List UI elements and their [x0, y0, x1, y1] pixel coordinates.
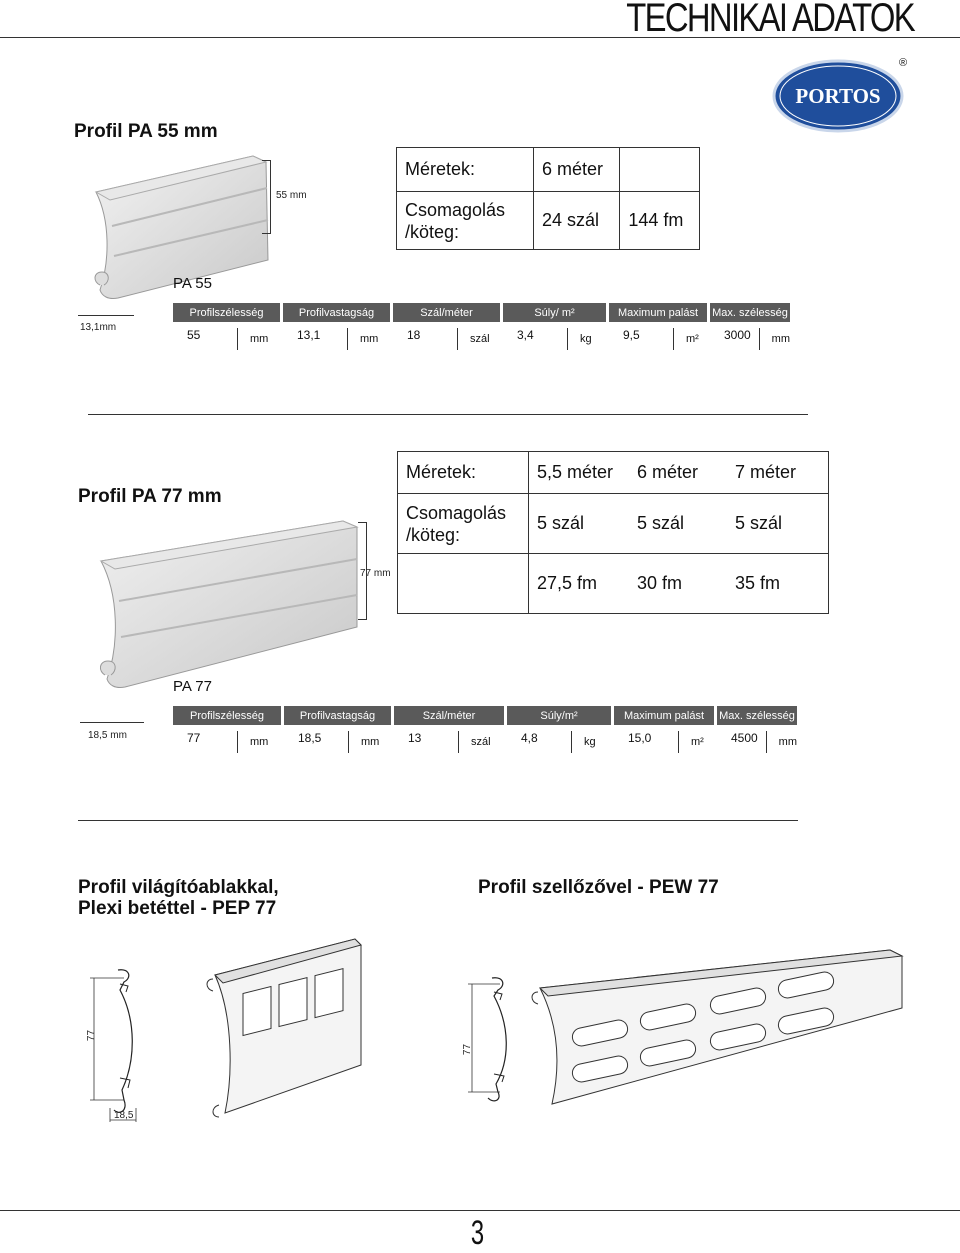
- section-divider-1: [88, 414, 808, 415]
- pa77-strips-value: 13: [394, 731, 459, 753]
- pa77-title: Profil PA 77 mm: [78, 486, 222, 507]
- pa77-thickness-dim: 18,5 mm: [88, 730, 127, 741]
- pa77-packaging-label: Csomagolás /köteg:: [398, 494, 529, 554]
- pa55-maxwidth-unit: mm: [771, 333, 790, 345]
- pa55-height-bracket: [262, 160, 271, 234]
- pew77-profile-image: [530, 948, 920, 1108]
- pa55-head-max-area: Maximum palást: [609, 303, 707, 322]
- pa55-thickness-line: [78, 315, 134, 316]
- pa55-spec-header: [173, 303, 793, 322]
- pa77-profile-image: [95, 515, 365, 695]
- pa77-length-3: 35 fm: [727, 554, 829, 614]
- pa77-head-max-width: Max. szélesség: [717, 706, 797, 725]
- pa55-head-width: Profilszélesség: [173, 303, 280, 322]
- pew77-cross-section: [460, 970, 530, 1105]
- pa77-width-unit: mm: [250, 736, 269, 748]
- pa55-width-unit: mm: [250, 333, 269, 345]
- pa55-head-strips: Szál/méter: [393, 303, 500, 322]
- pa77-thickness-unit: mm: [361, 736, 380, 748]
- page-header-title: TECHNIKAI ADATOK: [626, 0, 914, 40]
- pa77-head-strips: Szál/méter: [394, 706, 504, 725]
- pa77-dim-1: 5,5 méter: [529, 452, 630, 494]
- pa77-dimensions-label: Méretek:: [398, 452, 529, 494]
- pa77-pack-3: 5 szál: [727, 494, 829, 554]
- pa77-spec-header: [173, 706, 800, 725]
- pa55-dimensions-label: Méretek:: [397, 148, 534, 192]
- pa55-head-max-width: Max. szélesség: [710, 303, 790, 322]
- pep77-cross-section: [80, 960, 160, 1125]
- pa77-width-value: 77: [173, 731, 238, 753]
- pa55-title: Profil PA 55 mm: [74, 121, 218, 142]
- pa77-label: PA 77: [173, 678, 212, 695]
- pa77-height-dim: 77 mm: [360, 568, 391, 579]
- pa77-dim-2: 6 méter: [629, 452, 727, 494]
- pa55-area-value: 9,5: [609, 328, 674, 350]
- pew77-title: Profil szellőzővel - PEW 77: [478, 877, 719, 898]
- footer-rule: [0, 1210, 960, 1211]
- pa55-packaging-label: Csomagolás /köteg:: [397, 192, 534, 250]
- pa77-area-value: 15,0: [614, 731, 679, 753]
- pa55-dimensions-value: 6 méter: [534, 148, 620, 192]
- pa77-spec-values: [173, 729, 800, 755]
- pa55-weight-unit: kg: [580, 333, 592, 345]
- pa77-maxwidth-unit: mm: [778, 736, 797, 748]
- pa55-packaging-count: 24 szál: [534, 192, 620, 250]
- pa55-head-weight: Súly/ m²: [503, 303, 606, 322]
- pa55-info-table: [396, 147, 700, 250]
- pa77-strips-unit: szál: [471, 736, 491, 748]
- pa77-weight-value: 4,8: [507, 731, 572, 753]
- pa77-head-width: Profilszélesség: [173, 706, 281, 725]
- portos-logo: [772, 54, 910, 134]
- pa55-strips-unit: szál: [470, 333, 490, 345]
- pa55-thickness-dim: 13,1mm: [80, 322, 117, 333]
- pa55-strips-value: 18: [393, 328, 458, 350]
- pa55-spec-values: [173, 326, 793, 352]
- pa77-head-max-area: Maximum palást: [614, 706, 714, 725]
- pa77-info-table: [397, 451, 829, 614]
- pep77-profile-image: [205, 935, 365, 1120]
- pa77-dim-3: 7 méter: [727, 452, 829, 494]
- registered-mark: ®: [898, 57, 908, 69]
- logo-text: PORTOS: [795, 84, 881, 108]
- pa77-area-unit: m²: [691, 736, 704, 748]
- pa55-maxwidth-value: 3000: [710, 328, 760, 350]
- pa55-height-dim: 55 mm: [276, 190, 307, 201]
- pa55-area-unit: m²: [686, 333, 699, 345]
- pa55-weight-value: 3,4: [503, 328, 568, 350]
- pa77-thickness-value: 18,5: [284, 731, 349, 753]
- pep77-title: [78, 877, 279, 919]
- pa77-length-1: 27,5 fm: [529, 554, 630, 614]
- pa55-label: PA 55: [173, 275, 212, 292]
- section-divider-2: [78, 820, 798, 821]
- pa55-head-thickness: Profilvastagság: [283, 303, 390, 322]
- pa55-width-value: 55: [173, 328, 238, 350]
- pa55-thickness-value: 13,1: [283, 328, 348, 350]
- pa77-thickness-line: [80, 722, 144, 723]
- pa77-maxwidth-value: 4500: [717, 731, 767, 753]
- pep77-height-dim: 77: [86, 1029, 98, 1042]
- page-number: 3: [470, 1214, 485, 1252]
- pew77-height-dim: 77: [462, 1043, 474, 1056]
- header-rule: [0, 37, 960, 38]
- pep77-width-dim: 18,5: [114, 1110, 134, 1121]
- pa77-weight-unit: kg: [584, 736, 596, 748]
- pa77-pack-1: 5 szál: [529, 494, 630, 554]
- pa77-length-2: 30 fm: [629, 554, 727, 614]
- pa77-head-thickness: Profilvastagság: [284, 706, 391, 725]
- pa77-head-weight: Súly/m²: [507, 706, 611, 725]
- pep77-title-line1: Profil világítóablakkal,: [78, 877, 279, 898]
- pa55-packaging-length: 144 fm: [620, 192, 700, 250]
- pa55-thickness-unit: mm: [360, 333, 379, 345]
- pa77-pack-2: 5 szál: [629, 494, 727, 554]
- pep77-title-line2: Plexi betéttel - PEP 77: [78, 898, 277, 919]
